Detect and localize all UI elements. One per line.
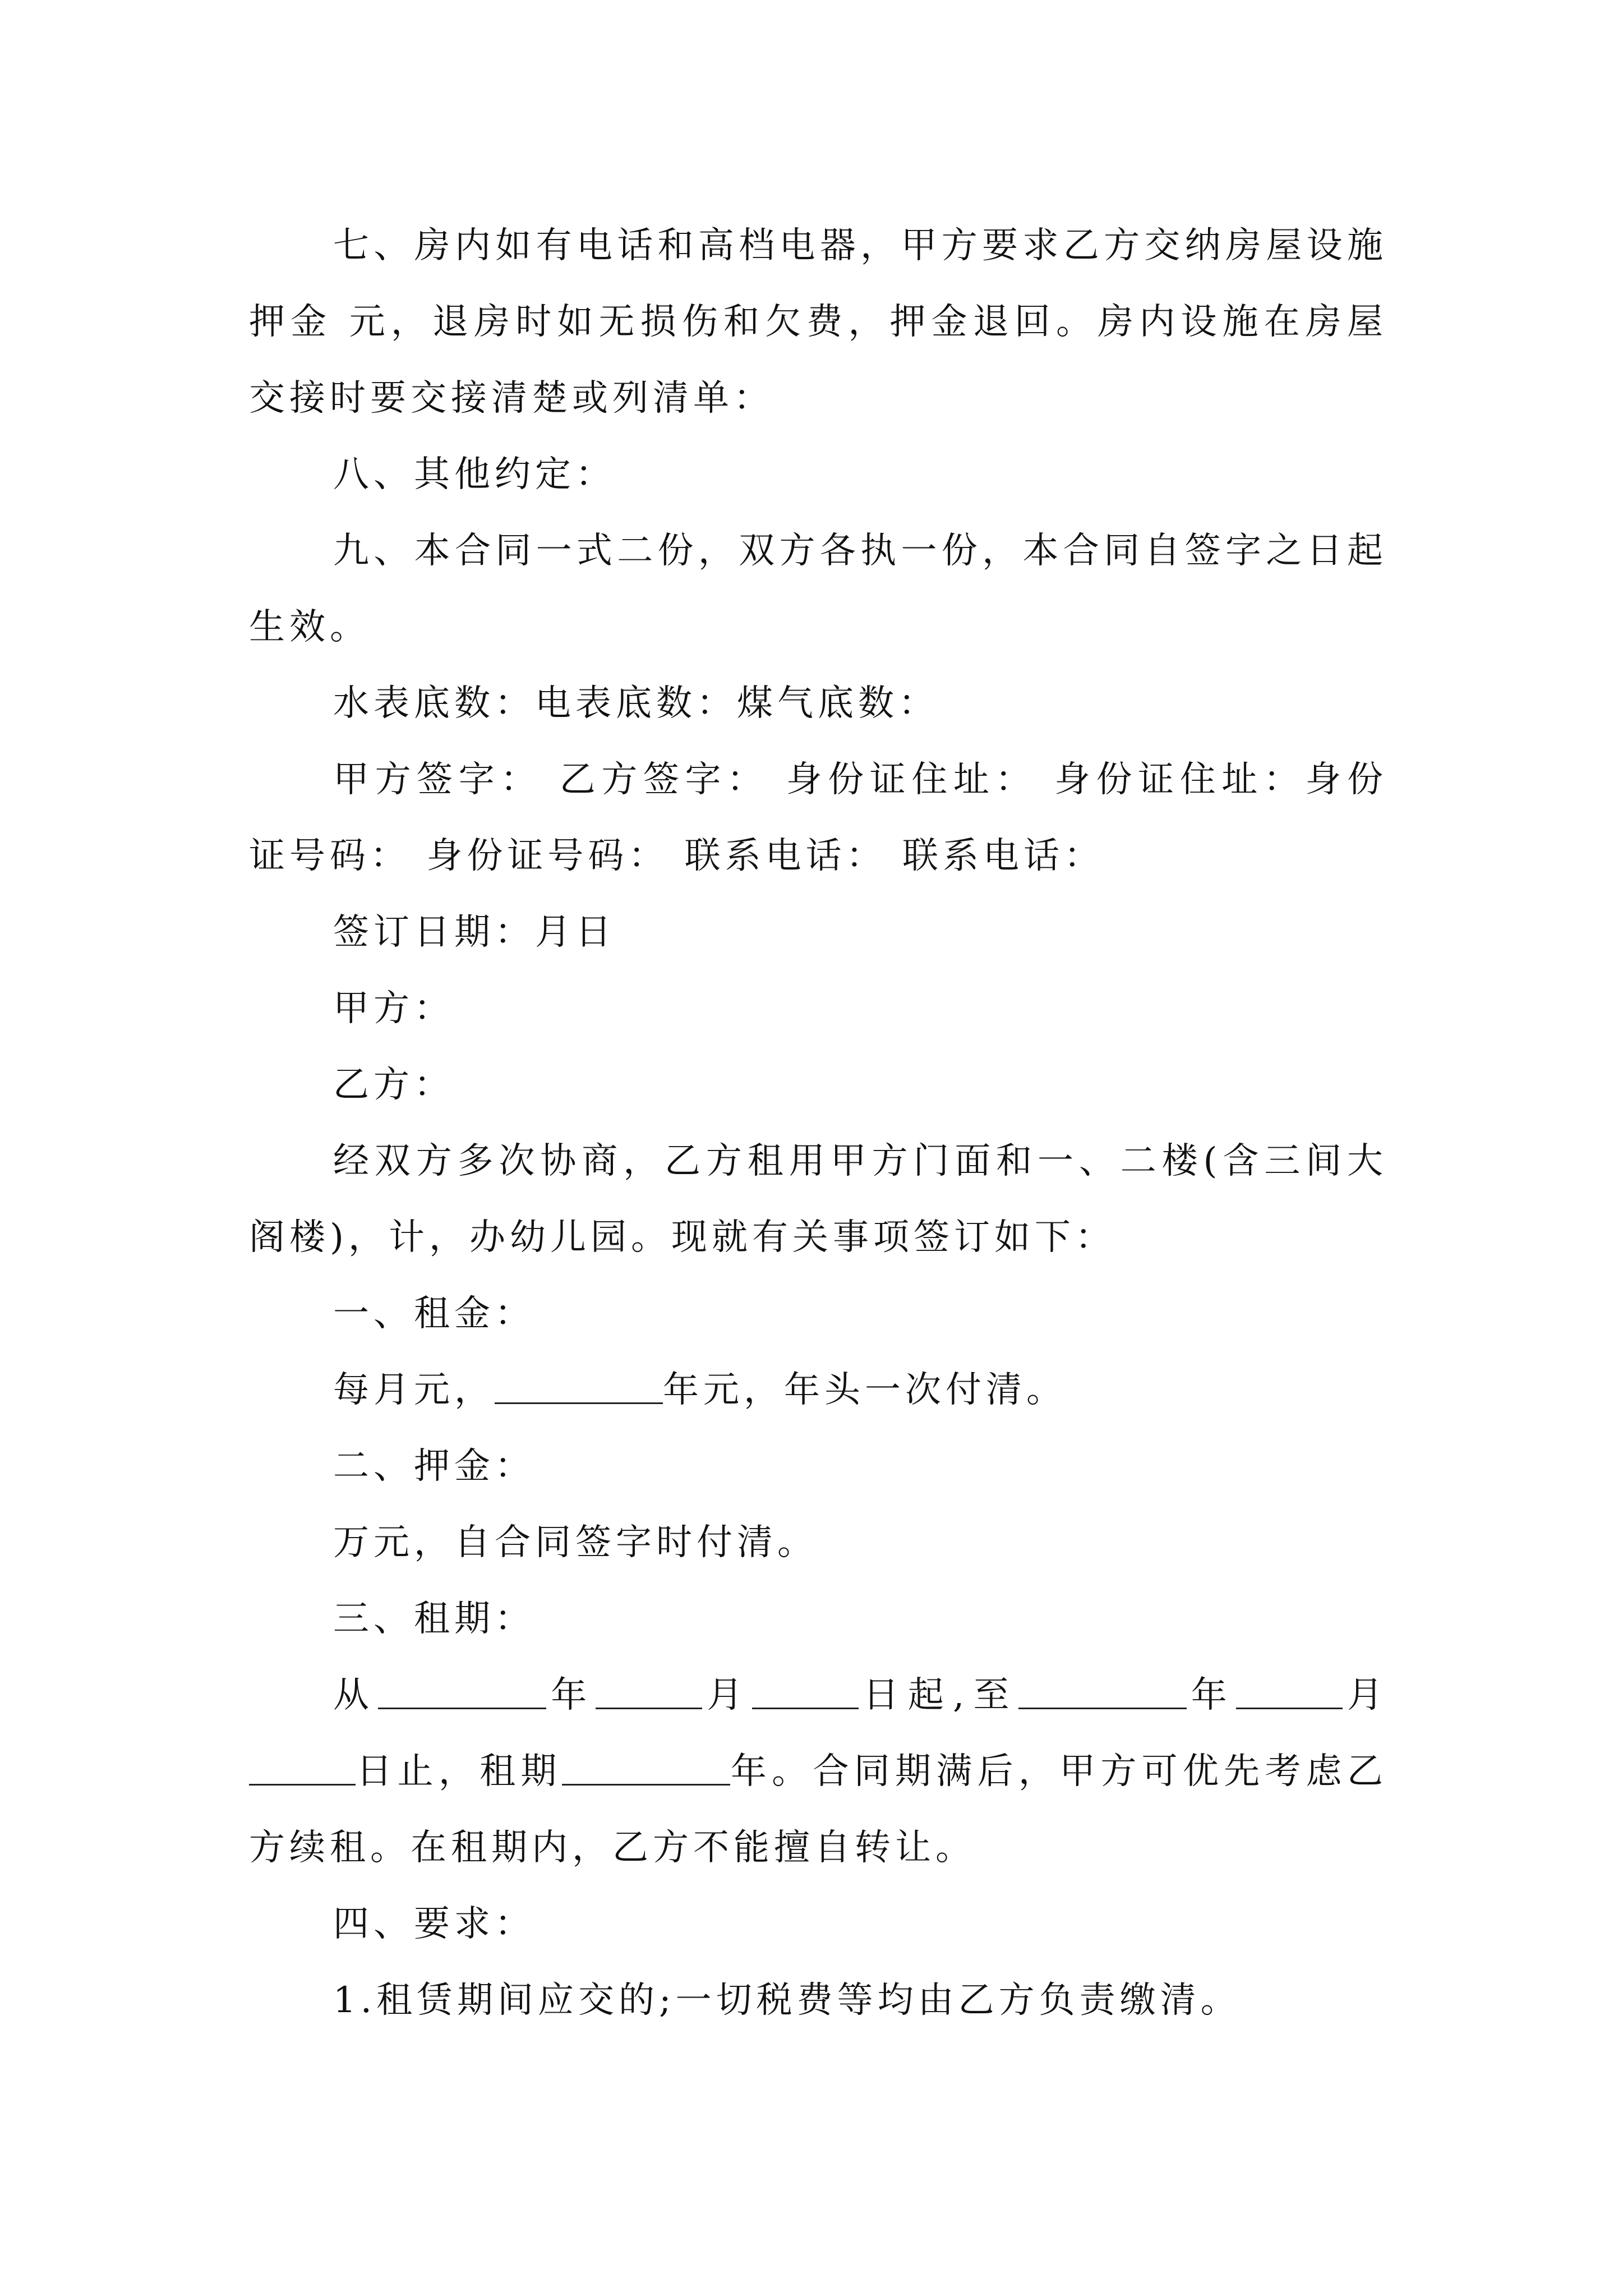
document-body (249, 208, 1387, 2039)
term-year-1: 年 (546, 1674, 596, 1716)
contract-intro: 经双方多次协商，乙方租用甲方门面和一、二楼(含三间大阁楼)，计，办幼儿园。现就有关事项签订如下： (249, 1140, 1387, 1258)
rent-line-before: 每月元， (333, 1369, 495, 1411)
rent-line-after: 年元，年头一次付清。 (663, 1369, 1067, 1411)
term-heading: 三、租期： (333, 1598, 535, 1640)
deposit-line: 万元，自合同签字时付清。 (333, 1522, 818, 1563)
rent-blank (495, 1371, 663, 1404)
requirement-item-1: 1.租赁期间应交的;一切税费等均由乙方负责缴清。 (333, 1980, 1241, 2021)
clause-9: 九、本合同一式二份，双方各执一份，本合同自签字之日起生效。 (249, 530, 1387, 648)
deposit-heading: 二、押金： (333, 1446, 535, 1487)
term-month-2: 月 (1342, 1674, 1388, 1716)
term-length-blank (562, 1752, 730, 1786)
rent-heading: 一、租金： (333, 1293, 535, 1335)
term-day-blank-2 (249, 1752, 356, 1786)
term-year-blank-1 (378, 1676, 546, 1709)
term-line (249, 1657, 1387, 1886)
term-year-blank-2 (1018, 1676, 1187, 1709)
meter-readings: 水表底数：电表底数：煤气底数： (333, 683, 939, 724)
term-until: 日止，租期 (356, 1751, 562, 1792)
term-from: 从 (333, 1674, 379, 1716)
term-month-blank-1 (596, 1676, 702, 1709)
signature-fields: 甲方签字： 乙方签字： 身份证住址： 身份证住址：身份证号码： 身份证号码： 联系电话： 联系电话： (249, 759, 1387, 877)
term-month-1: 月 (702, 1674, 752, 1716)
rent-line (249, 1352, 1387, 1428)
party-b-label: 乙方： (333, 1064, 454, 1106)
party-a-label: 甲方： (333, 988, 454, 1029)
term-month-blank-2 (1236, 1676, 1343, 1709)
term-day-blank-1 (752, 1676, 859, 1709)
term-day-from: 日起,至 (858, 1674, 1018, 1716)
term-year-2: 年 (1186, 1674, 1236, 1716)
term-rest: 年。合同期满后，甲方可优先考虑乙方续租。在租期内，乙方不能擅自转让。 (249, 1751, 1388, 1869)
signing-date: 签订日期：月日 (333, 912, 616, 953)
clause-8: 八、其他约定： (333, 454, 616, 495)
clause-7: 七、房内如有电话和高档电器，甲方要求乙方交纳房屋设施押金 元，退房时如无损伤和欠费，押金退回。房内设施在房屋交接时要交接清楚或列清单： (249, 225, 1387, 419)
requirements-heading: 四、要求： (333, 1903, 535, 1945)
